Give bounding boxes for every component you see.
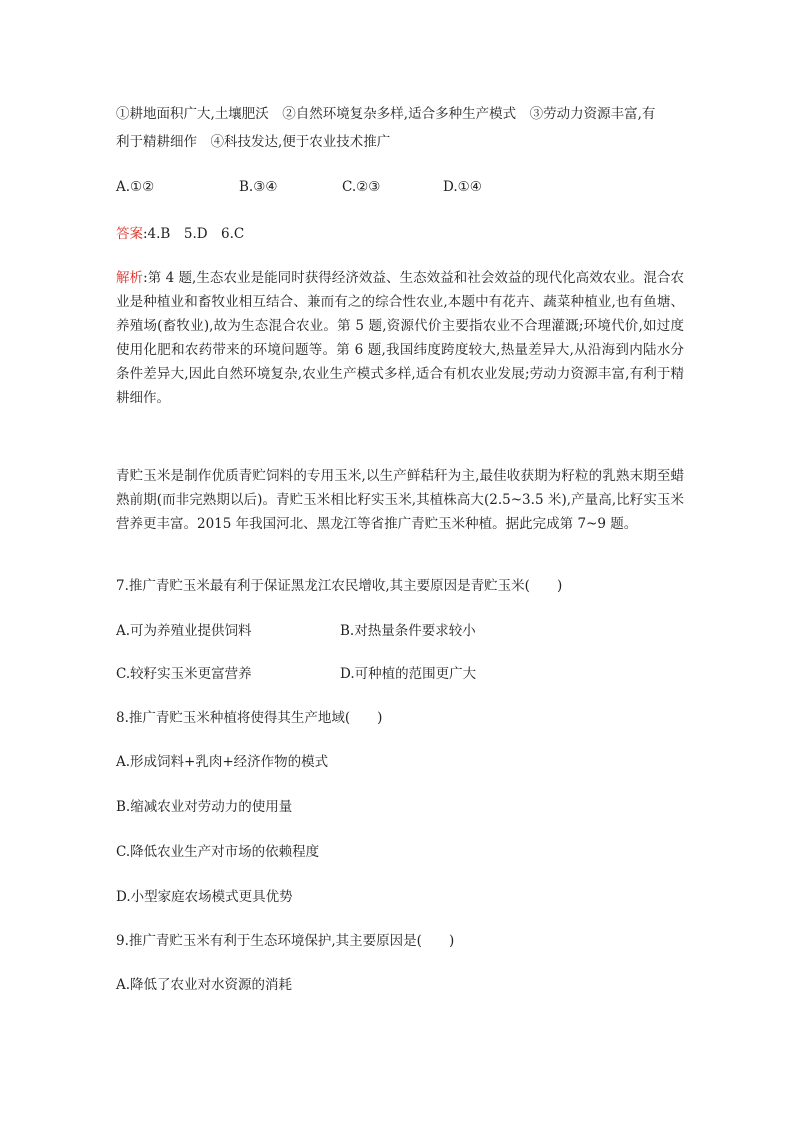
answer-label: 答案: [116, 226, 143, 242]
answer-text: :4.B 5.D 6.C: [143, 226, 245, 242]
q7-option-a: A.可为养殖业提供饲料: [116, 623, 252, 639]
q6-statement-line1: ①耕地面积广大,土壤肥沃 ②自然环境复杂多样,适合多种生产模式 ③劳动力资源丰富,有: [116, 106, 656, 122]
q8-option-d: D.小型家庭农场模式更具优势: [116, 889, 293, 905]
q9-stem: 9.推广青贮玉米有利于生态环境保护,其主要原因是( ): [116, 933, 455, 949]
q9-option-a: A.降低了农业对水资源的消耗: [116, 977, 293, 993]
q7-option-c: C.较籽实玉米更富营养: [116, 666, 252, 682]
q6-statement-line2: 利于精耕细作 ④科技发达,便于农业技术推广: [116, 134, 391, 150]
answer-line: [116, 225, 244, 243]
q6-option-c: C.②③: [342, 179, 381, 195]
q8-stem: 8.推广青贮玉米种植将使得其生产地域( ): [116, 710, 383, 726]
q7-option-d: D.可种植的范围更广大: [340, 666, 477, 682]
q6-option-d: D.①④: [443, 179, 482, 195]
q8-option-a: A.形成饲料+乳肉+经济作物的模式: [116, 754, 329, 770]
analysis-paragraph: [116, 266, 684, 410]
analysis-label: 解析: [116, 270, 144, 286]
q8-option-c: C.降低农业生产对市场的依赖程度: [116, 844, 320, 860]
q7-option-b: B.对热量条件要求较小: [340, 623, 476, 639]
q8-option-b: B.缩减农业对劳动力的使用量: [116, 799, 293, 815]
q7-stem: 7.推广青贮玉米最有利于保证黑龙江农民增收,其主要原因是青贮玉米( ): [116, 578, 563, 594]
q6-option-b: B.③④: [239, 179, 278, 195]
passage-paragraph: 青贮玉米是制作优质青贮饲料的专用玉米,以生产鲜秸秆为主,最佳收获期为籽粒的乳熟末期至蜡熟前期(而非完熟期以后)。青贮玉米相比籽实玉米,其植株高大(2.5~3.5 米),产量高,比籽实玉米营养更丰富。2015 年我国河北、黑龙江等省推广青贮玉米种植。据此完成第 7~9 题。: [116, 468, 684, 532]
q6-option-a: A.①②: [116, 179, 155, 195]
analysis-text: :第 4 题,生态农业是能同时获得经济效益、生态效益和社会效益的现代化高效农业。混合农业是种植业和畜牧业相互结合、兼而有之的综合性农业,本题中有花卉、蔬菜种植业,也有鱼塘、养殖场(畜牧业),故为生态混合农业。第 5 题,资源代价主要指农业不合理灌溉;环境代价,如过度使用化肥和农药带来的环境问题等。第 6 题,我国纬度跨度较大,热量差异大,从沿海到内陆水分条件差异大,因此自然环境复杂,农业生产模式多样,适合有机农业发展;劳动力资源丰富,有利于精耕细作。: [116, 270, 684, 406]
